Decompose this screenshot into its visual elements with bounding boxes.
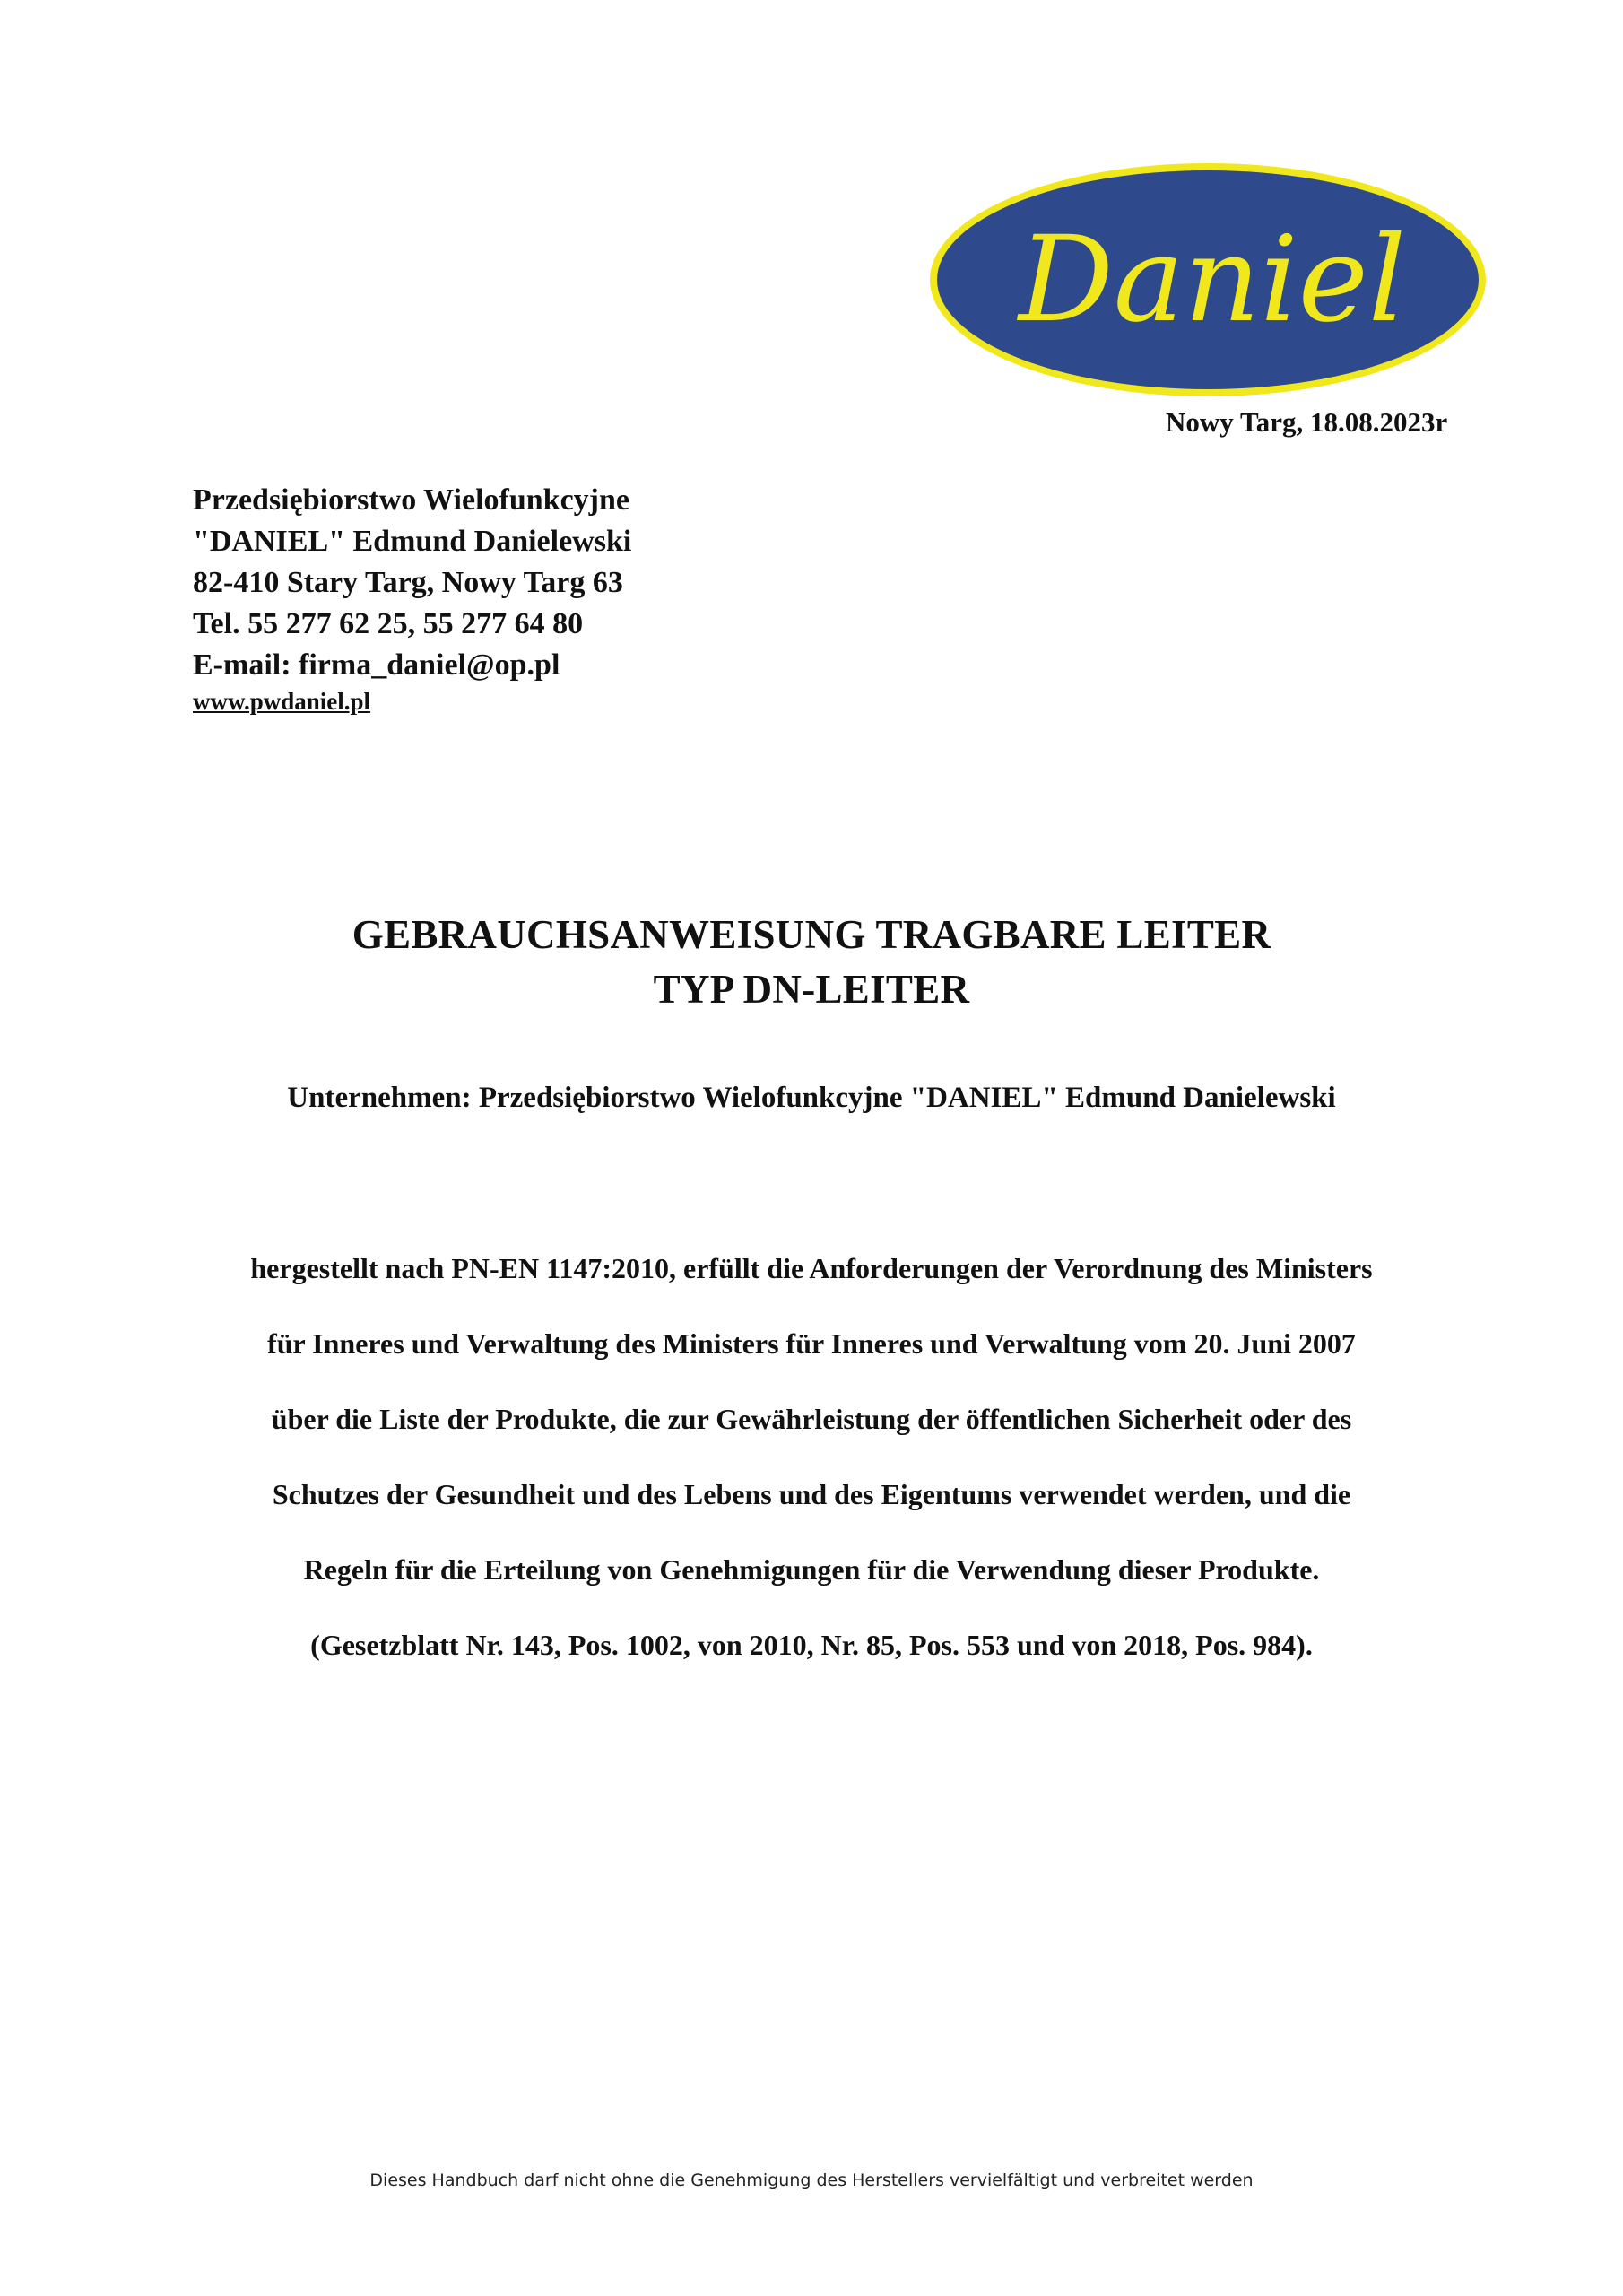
address-street: 82-410 Stary Targ, Nowy Targ 63 xyxy=(193,566,623,599)
website-link[interactable]: www.pwdaniel.pl xyxy=(193,688,371,715)
logo-text: Daniel xyxy=(1018,211,1407,349)
paragraph-line: (Gesetzblatt Nr. 143, Pos. 1002, von 2010, Nr. 85, Pos. 553 und von 2018, Pos. 984). xyxy=(310,1629,1313,1661)
paragraph-line: für Inneres und Verwaltung des Ministers für Inneres und Verwaltung vom 20. Juni 2007 xyxy=(267,1327,1356,1360)
document-date: Nowy Targ, 18.08.2023r xyxy=(1166,406,1448,438)
paragraph-line: Schutzes der Gesundheit und des Lebens und des Eigentums verwendet werden, und die xyxy=(272,1478,1351,1510)
title-line-2: TYP DN-LEITER xyxy=(653,967,970,1012)
address-email: E-mail: firma_daniel@op.pl xyxy=(193,648,560,682)
paragraph-line: über die Liste der Produkte, die zur Gewährleistung der öffentlichen Sicherheit oder des xyxy=(271,1403,1352,1435)
company-line: Unternehmen: Przedsiębiorstwo Wielofunkcyjne "DANIEL" Edmund Danielewski xyxy=(287,1082,1336,1114)
company-logo xyxy=(924,157,1493,404)
compliance-paragraph xyxy=(0,1231,1623,1683)
company-address-block xyxy=(193,480,820,717)
paragraph-line: Regeln für die Erteilung von Genehmigungen für die Verwendung dieser Produkte. xyxy=(303,1553,1320,1586)
address-phone: Tel. 55 277 62 25, 55 277 64 80 xyxy=(193,607,584,640)
document-title xyxy=(0,908,1623,1017)
paragraph-line: hergestellt nach PN-EN 1147:2010, erfüllt die Anforderungen der Verordnung des Ministers xyxy=(250,1252,1373,1284)
address-company-name: Przedsiębiorstwo Wielofunkcyjne xyxy=(193,483,629,517)
address-owner: "DANIEL" Edmund Danielewski xyxy=(193,525,632,558)
title-line-1: GEBRAUCHSANWEISUNG TRAGBARE LEITER xyxy=(352,912,1271,957)
daniel-logo-icon xyxy=(924,157,1493,404)
page-footer: Dieses Handbuch darf nicht ohne die Genehmigung des Herstellers vervielfältigt und verbreitet werden xyxy=(369,2170,1254,2190)
